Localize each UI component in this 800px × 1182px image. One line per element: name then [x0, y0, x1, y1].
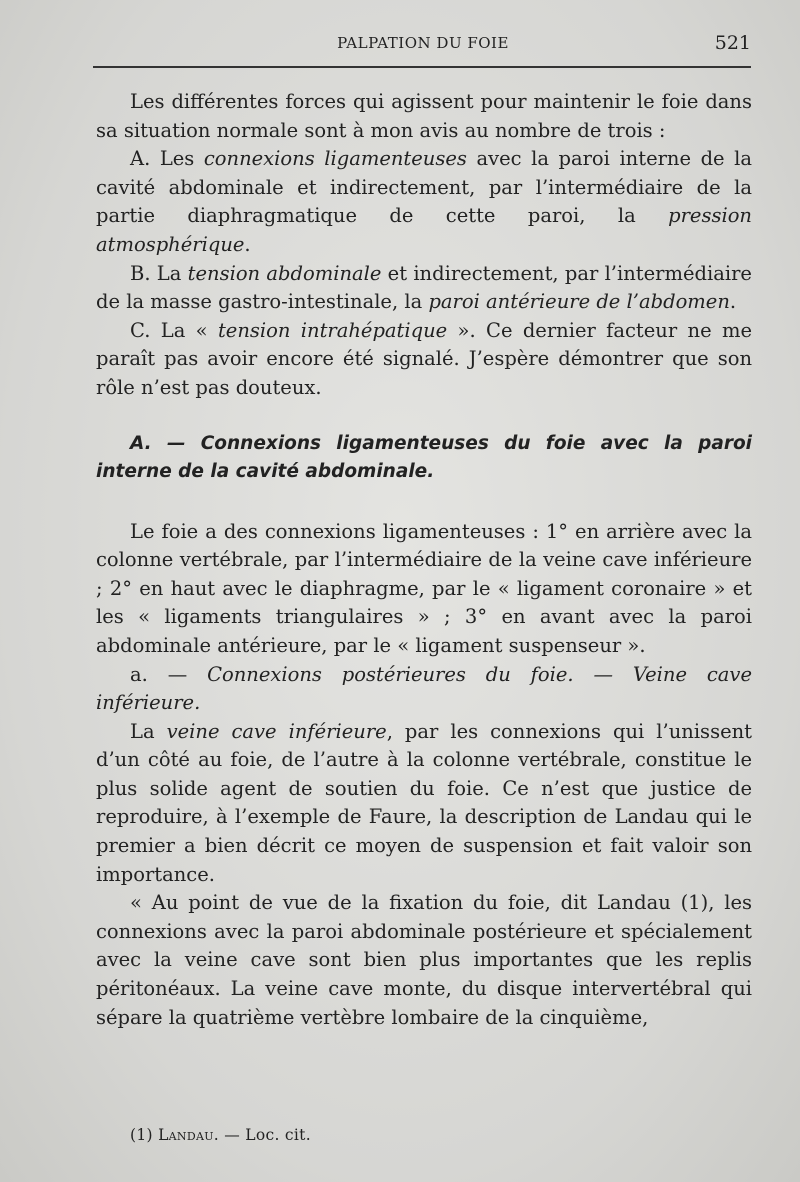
italic-text: Connexions postérieures du foie. — Veine cave inférieure.: [96, 662, 752, 715]
paragraph-intro: Les différentes forces qui agissent pour maintenir le foie dans sa situation normale sont à mon avis au nombre de trois :: [96, 90, 752, 142]
paragraph-b: [96, 260, 752, 317]
footnote: [130, 1126, 311, 1144]
header-rule: [93, 66, 751, 68]
paragraph-a: [96, 145, 752, 259]
footnote-marker: (1): [130, 1126, 159, 1144]
text: , par les connexions qui l’unissent d’un côté au foie, de l’autre à la colonne vertébrale, constitue le plus solide agent de soutien du foie. Ce n’est que justice de reproduire, à l’exemple de Faure, la description de Landau qui le premier a bien décrit ce moyen de suspension et fait valoir son importance.: [96, 719, 753, 886]
italic-text: veine cave inférieure: [166, 719, 387, 743]
italic-text: pression atmosphérique: [96, 204, 752, 256]
text: C. La «: [130, 318, 218, 342]
paragraph-landau-quote: « Au point de vue de la fixation du foie, dit Landau (1), les connexions avec la paroi abdominale postérieure et spécialement avec la veine cave sont bien plus importantes que les replis péritonéaux. La veine cave monte, du disque intervertébral qui sépare la quatrième vertèbre lombaire de la cinquième,: [96, 891, 752, 1029]
text: .: [729, 290, 737, 314]
paragraph-veine-cave: [96, 718, 752, 890]
italic-text: tension intrahépatique: [217, 318, 448, 342]
page-header: [95, 32, 751, 56]
running-title: PALPATION DU FOIE: [337, 34, 509, 52]
text: La: [130, 719, 167, 743]
text: B. La: [130, 261, 188, 285]
body-text: [96, 88, 752, 1032]
italic-text: tension abdominale: [187, 261, 382, 285]
text: A. Les: [130, 147, 204, 171]
section-heading: A. — Connexions ligamenteuses du foie avec la paroi interne de la cavité abdominale.: [96, 432, 752, 482]
paragraph-connexions: Le foie a des connexions ligamenteuses : 1° en arrière avec la colonne vertébrale, par l’intermédiaire de la veine cave inférieure ; 2° en haut avec le diaphragme, par le « ligament coronaire » et les « ligaments triangulaires » ; 3° en avant avec la paroi abdominale antérieure, par le « ligament suspenseur ».: [96, 519, 752, 657]
text: a. —: [130, 662, 208, 686]
paragraph-c: [96, 317, 752, 403]
text: et indirectement, par l’intermédiaire de la masse gastro-intestinale, la: [96, 261, 752, 314]
subheading-a: [96, 661, 752, 718]
text: avec la paroi interne de la cavité abdominale et indirectement, par l’intermédiaire de la partie diaphragmatique de cette paroi, la: [96, 147, 752, 228]
text: .: [244, 232, 251, 256]
footnote-text: . — Loc. cit.: [213, 1126, 311, 1144]
italic-text: connexions ligamenteuses: [203, 147, 467, 171]
italic-text: paroi antérieure de l’abdomen: [428, 290, 730, 314]
page-number: 521: [714, 32, 751, 54]
text: ». Ce dernier facteur ne me paraît pas avoir encore été signalé. J’espère démontrer que son rôle n’est pas douteux.: [96, 318, 752, 399]
footnote-author: Landau: [158, 1126, 214, 1144]
